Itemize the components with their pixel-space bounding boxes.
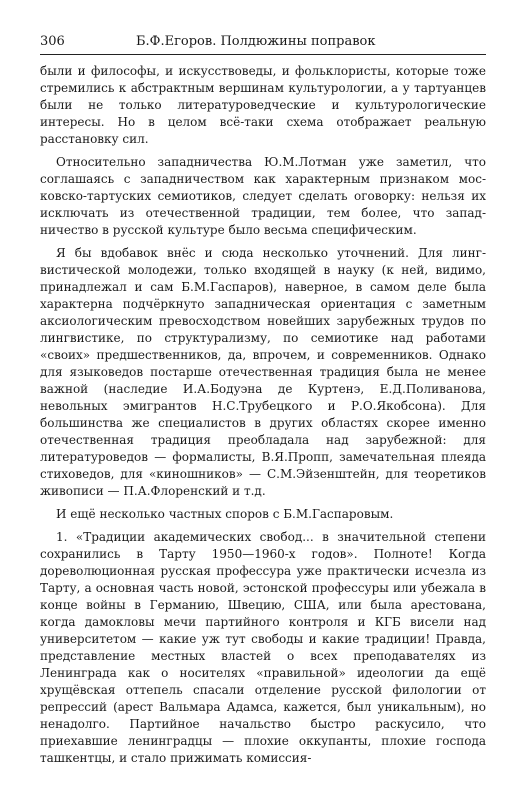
paragraph-continuation: были и философы, и искусствоведы, и фольклористы, которые тоже стремились к абстрактным вершинам культурологии, а у тартуанцев были не только литературоведческие и культурологические интересы. Но в целом всё-таки схема отображает реальную расстановку сил. <box>40 64 486 146</box>
paragraph-westernism: Относительно западничества Ю.М.Лотман уже заметил, что соглашаясь с западничеством как характерным признаком московско-тартуских семиотиков, следует сделать оговорку: нельзя их исключать из отечественной традиции, тем более, что западничество в русской культуре было весьма специфическим. <box>40 155 486 237</box>
paragraph-disputes: И ещё несколько частных споров с Б.М.Гаспаровым. <box>56 507 394 521</box>
paragraph-point-one: 1. «Традиции академических свобод... в значительной степени сохранились в Тарту 1950—1960-х годов». Полноте! Когда дореволюционная русская профессура уже практически исчезла из Тарту, а основная часть новой, эстонской профессуры или убежала в конце войны в Германию, Швецию, США, или была арестована, когда дамокловы мечи партийного контроля и КГБ висели над университетом — какие уж тут свободы и какие традиции! Правда, представление местных властей о всех преподавателях из Ленинграда как о носителях «правильной» идеологии да ещё хрущёвская оттепель спасали отделение русской филологии от репрессий (арест Вальмара Адамса, кажется, был уникальным), но ненадолго. Партийное начальство быстро раскусило, что приехавшие ленинградцы — плохие оккупанты, плохие господа ташкентцы, и стало прижимать комиссия- <box>40 530 486 765</box>
page-number: 306 <box>40 34 65 49</box>
paragraph-clarifications: Я бы вдобавок внёс и сюда несколько уточнений. Для лингвистической молодежи, только входящей в науку (к ней, видимо, принадлежал и сам Б.М.Гаспаров), наверное, в самом деле была характерна подчёркнуто западническая ориентация с заметным аксиологическим превосходством новейших зарубежных трудов по лингвистике, по структурализму, по семиотике над работами «своих» предшественников, да, впрочем, и современников. Однако для языковедов постарше отечественная традиция была не менее важной (наследие И.А.Бодуэна де Куртенэ, Е.Д.Поливанова, невольных эмигрантов Н.С.Трубецкого и Р.О.Якобсона). Для большинства же специалистов в других областях скорее именно отечественная традиция преобладала над зарубежной: для литературоведов — формалисты, В.Я.Пропп, замечательная плеяда стиховедов, для «киношников» — С.М.Эйзенштейн, для теоретиков живописи — П.А.Флоренский и т.д. <box>40 246 486 498</box>
running-head: Б.Ф.Егоров. Полдюжины поправок <box>136 34 376 49</box>
page-header <box>40 34 486 55</box>
body-text <box>40 63 486 767</box>
book-page <box>40 34 486 767</box>
